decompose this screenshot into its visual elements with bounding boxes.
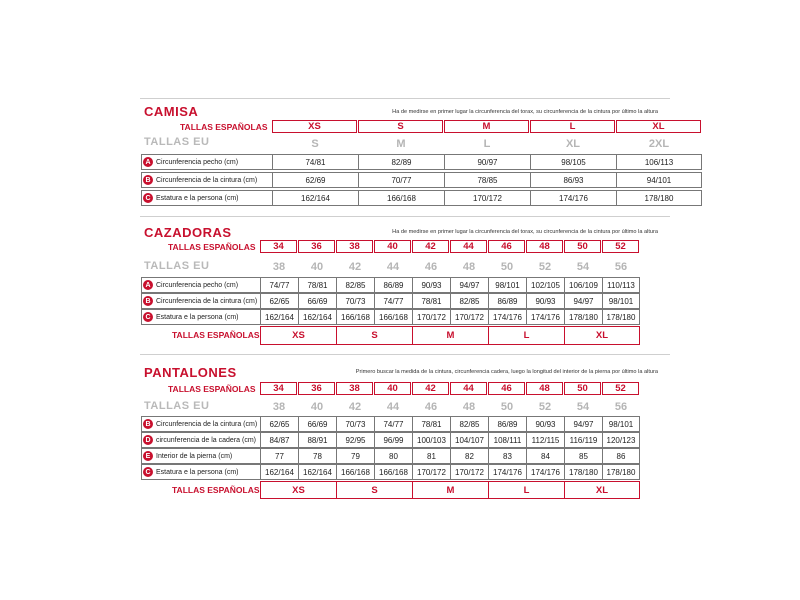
pantalones-value: 166/168 xyxy=(336,464,374,480)
cazadoras-bottom-size: S xyxy=(336,326,412,345)
pantalones-value: 78/81 xyxy=(412,416,450,432)
cazadoras-eu-size-row xyxy=(260,260,640,274)
badge-b: B xyxy=(143,419,153,429)
cazadoras-value: 90/93 xyxy=(412,277,450,293)
camisa-es-size-row xyxy=(272,120,702,133)
measure-label: Circunferencia pecho (cm) xyxy=(156,158,239,166)
measure-label: Estatura e la persona (cm) xyxy=(156,194,239,202)
pantalones-value: 170/172 xyxy=(450,464,488,480)
pantalones-eu-size: 46 xyxy=(424,401,438,413)
cazadoras-note: Ha de medirse en primer lugar la circunferencia del torax, su circunferencia de la cintura por último la altura xyxy=(392,229,658,235)
camisa-measure-row xyxy=(141,190,702,206)
cazadoras-bottom-size: L xyxy=(488,326,564,345)
pantalones-value: 120/123 xyxy=(602,432,640,448)
cazadoras-measure-row xyxy=(141,277,640,293)
camisa-value: 74/81 xyxy=(272,154,358,170)
measure-label: Estatura e la persona (cm) xyxy=(156,468,239,476)
pantalones-value: 116/119 xyxy=(564,432,602,448)
pantalones-eu-size: 50 xyxy=(500,401,514,413)
cazadoras-value: 78/81 xyxy=(412,293,450,309)
cazadoras-es-size: 46 xyxy=(488,240,525,253)
cazadoras-value: 98/101 xyxy=(602,293,640,309)
pantalones-value: 80 xyxy=(374,448,412,464)
pantalones-title: PANTALONES xyxy=(144,365,237,380)
measure-label: Circunferencia pecho (cm) xyxy=(156,281,239,289)
pantalones-value: 81 xyxy=(412,448,450,464)
cazadoras-bottom-size-row xyxy=(260,326,640,345)
camisa-eu-size: S xyxy=(311,138,319,150)
pantalones-value: 66/69 xyxy=(298,416,336,432)
cazadoras-value: 162/164 xyxy=(260,309,298,325)
pantalones-eu-size: 52 xyxy=(538,401,552,413)
cazadoras-value: 78/81 xyxy=(298,277,336,293)
cazadoras-value: 166/168 xyxy=(336,309,374,325)
cazadoras-value: 178/180 xyxy=(602,309,640,325)
pantalones-eu-size: 44 xyxy=(386,401,400,413)
cazadoras-bottom-size: XL xyxy=(564,326,640,345)
cazadoras-eu-size: 48 xyxy=(462,261,476,273)
cazadoras-tallas-eu-label: TALLAS EU xyxy=(144,260,210,272)
pantalones-measure-row xyxy=(141,432,640,448)
cazadoras-eu-size: 46 xyxy=(424,261,438,273)
cazadoras-section xyxy=(140,220,670,350)
pantalones-es-size: 52 xyxy=(602,382,639,395)
cazadoras-bottom-size: M xyxy=(412,326,488,345)
pantalones-note: Primero buscar la medida de la cintura, circunferencia cadera, luego la longitud del interior de la pierna por último la altura xyxy=(355,369,658,375)
measure-label: Circunferencia de la cintura (cm) xyxy=(156,176,258,184)
cazadoras-es-size-row xyxy=(260,240,640,253)
cazadoras-es-size: 38 xyxy=(336,240,373,253)
measure-label: circunferencia de la cadera (cm) xyxy=(156,436,256,444)
pantalones-value: 78 xyxy=(298,448,336,464)
measure-label: Circunferencia de la cintura (cm) xyxy=(156,420,258,428)
camisa-value: 86/93 xyxy=(530,172,616,188)
pantalones-value: 74/77 xyxy=(374,416,412,432)
pantalones-es-size: 44 xyxy=(450,382,487,395)
pantalones-eu-size: 56 xyxy=(614,401,628,413)
camisa-measure-row xyxy=(141,172,702,188)
camisa-eu-size: M xyxy=(396,138,406,150)
pantalones-measure-row xyxy=(141,464,640,480)
cazadoras-eu-size: 42 xyxy=(348,261,362,273)
cazadoras-value: 82/85 xyxy=(450,293,488,309)
cazadoras-es-size: 40 xyxy=(374,240,411,253)
pantalones-bottom-size-row xyxy=(260,481,640,499)
cazadoras-es-size: 48 xyxy=(526,240,563,253)
badge-b: B xyxy=(143,175,153,185)
camisa-eu-size: 2XL xyxy=(648,138,670,150)
pantalones-eu-size: 38 xyxy=(272,401,286,413)
cazadoras-es-size: 34 xyxy=(260,240,297,253)
camisa-section xyxy=(140,100,674,212)
cazadoras-value: 74/77 xyxy=(260,277,298,293)
pantalones-value: 100/103 xyxy=(412,432,450,448)
camisa-eu-size: L xyxy=(483,138,491,150)
pantalones-value: 174/176 xyxy=(488,464,526,480)
camisa-value: 94/101 xyxy=(616,172,702,188)
cazadoras-value: 94/97 xyxy=(564,293,602,309)
cazadoras-value: 170/172 xyxy=(450,309,488,325)
pantalones-value: 174/176 xyxy=(526,464,564,480)
badge-c: C xyxy=(143,193,153,203)
cazadoras-value: 166/168 xyxy=(374,309,412,325)
pantalones-es-size: 38 xyxy=(336,382,373,395)
pantalones-value: 98/101 xyxy=(602,416,640,432)
pantalones-es-size: 34 xyxy=(260,382,297,395)
cazadoras-value: 170/172 xyxy=(412,309,450,325)
cazadoras-eu-size: 44 xyxy=(386,261,400,273)
camisa-value: 174/176 xyxy=(530,190,616,206)
pantalones-es-size: 48 xyxy=(526,382,563,395)
pantalones-value: 82/85 xyxy=(450,416,488,432)
camisa-value: 162/164 xyxy=(272,190,358,206)
pantalones-bottom-size: XL xyxy=(564,481,640,499)
pantalones-es-size: 46 xyxy=(488,382,525,395)
camisa-title: CAMISA xyxy=(144,104,199,119)
cazadoras-value: 86/89 xyxy=(488,293,526,309)
cazadoras-measure-row xyxy=(141,293,640,309)
pantalones-value: 166/168 xyxy=(374,464,412,480)
pantalones-eu-size: 42 xyxy=(348,401,362,413)
pantalones-measure-row xyxy=(141,416,640,432)
camisa-tallas-eu-label: TALLAS EU xyxy=(144,136,210,148)
cazadoras-value: 174/176 xyxy=(488,309,526,325)
cazadoras-es-size: 36 xyxy=(298,240,335,253)
pantalones-eu-size: 48 xyxy=(462,401,476,413)
pantalones-section xyxy=(140,360,670,500)
cazadoras-eu-size: 56 xyxy=(614,261,628,273)
camisa-measure-row xyxy=(141,154,702,170)
cazadoras-value: 82/85 xyxy=(336,277,374,293)
pantalones-value: 162/164 xyxy=(260,464,298,480)
camisa-value: 62/69 xyxy=(272,172,358,188)
pantalones-value: 79 xyxy=(336,448,374,464)
camisa-es-size: M xyxy=(444,120,529,133)
pantalones-value: 108/111 xyxy=(488,432,526,448)
cazadoras-title: CAZADORAS xyxy=(144,225,232,240)
camisa-es-size: S xyxy=(358,120,443,133)
cazadoras-value: 162/164 xyxy=(298,309,336,325)
cazadoras-value: 70/73 xyxy=(336,293,374,309)
badge-c: C xyxy=(143,312,153,322)
camisa-note: Ha de medirse en primer lugar la circunferencia del torax, su circunferencia de la cintura por último la altura xyxy=(392,109,658,115)
pantalones-es-size-row xyxy=(260,382,640,395)
divider-camisa-cazadoras xyxy=(140,216,670,217)
camisa-value: 98/105 xyxy=(530,154,616,170)
cazadoras-bottom-tallas-label: TALLAS ESPAÑOLAS xyxy=(172,330,260,340)
pantalones-value: 83 xyxy=(488,448,526,464)
cazadoras-value: 110/113 xyxy=(602,277,640,293)
cazadoras-value: 66/69 xyxy=(298,293,336,309)
pantalones-bottom-size: M xyxy=(412,481,488,499)
camisa-es-size: XL xyxy=(616,120,701,133)
camisa-es-size: XS xyxy=(272,120,357,133)
cazadoras-value: 62/65 xyxy=(260,293,298,309)
cazadoras-value: 98/101 xyxy=(488,277,526,293)
pantalones-value: 178/180 xyxy=(602,464,640,480)
pantalones-value: 94/97 xyxy=(564,416,602,432)
cazadoras-bottom-size: XS xyxy=(260,326,336,345)
pantalones-bottom-tallas-label: TALLAS ESPAÑOLAS xyxy=(172,485,260,495)
camisa-value: 166/168 xyxy=(358,190,444,206)
cazadoras-value: 102/105 xyxy=(526,277,564,293)
cazadoras-value: 90/93 xyxy=(526,293,564,309)
cazadoras-eu-size: 38 xyxy=(272,261,286,273)
measure-label: Interior de la pierna (cm) xyxy=(156,452,233,460)
pantalones-value: 82 xyxy=(450,448,488,464)
pantalones-value: 162/164 xyxy=(298,464,336,480)
cazadoras-tallas-es-label: TALLAS ESPAÑOLAS xyxy=(168,242,256,252)
cazadoras-eu-size: 50 xyxy=(500,261,514,273)
pantalones-eu-size: 40 xyxy=(310,401,324,413)
cazadoras-value: 106/109 xyxy=(564,277,602,293)
cazadoras-value: 174/176 xyxy=(526,309,564,325)
cazadoras-value: 178/180 xyxy=(564,309,602,325)
pantalones-bottom-size: XS xyxy=(260,481,336,499)
pantalones-value: 96/99 xyxy=(374,432,412,448)
pantalones-value: 70/73 xyxy=(336,416,374,432)
pantalones-value: 104/107 xyxy=(450,432,488,448)
camisa-tallas-es-label: TALLAS ESPAÑOLAS xyxy=(180,122,268,132)
pantalones-value: 112/115 xyxy=(526,432,564,448)
divider-cazadoras-pantalones xyxy=(140,354,670,355)
cazadoras-value: 94/97 xyxy=(450,277,488,293)
camisa-value: 82/89 xyxy=(358,154,444,170)
camisa-value: 170/172 xyxy=(444,190,530,206)
camisa-eu-size-row xyxy=(272,137,702,151)
measure-label: Estatura e la persona (cm) xyxy=(156,313,239,321)
pantalones-value: 178/180 xyxy=(564,464,602,480)
camisa-value: 70/77 xyxy=(358,172,444,188)
cazadoras-es-size: 52 xyxy=(602,240,639,253)
pantalones-eu-size: 54 xyxy=(576,401,590,413)
pantalones-tallas-es-label: TALLAS ESPAÑOLAS xyxy=(168,384,256,394)
pantalones-bottom-size: L xyxy=(488,481,564,499)
badge-a: A xyxy=(143,157,153,167)
badge-b: B xyxy=(143,296,153,306)
badge-a: A xyxy=(143,280,153,290)
pantalones-es-size: 36 xyxy=(298,382,335,395)
cazadoras-es-size: 50 xyxy=(564,240,601,253)
cazadoras-measure-row xyxy=(141,309,640,325)
pantalones-value: 62/65 xyxy=(260,416,298,432)
cazadoras-value: 86/89 xyxy=(374,277,412,293)
pantalones-value: 86/89 xyxy=(488,416,526,432)
pantalones-value: 86 xyxy=(602,448,640,464)
pantalones-bottom-size: S xyxy=(336,481,412,499)
pantalones-value: 84 xyxy=(526,448,564,464)
pantalones-es-size: 40 xyxy=(374,382,411,395)
pantalones-es-size: 50 xyxy=(564,382,601,395)
camisa-es-size: L xyxy=(530,120,615,133)
pantalones-value: 90/93 xyxy=(526,416,564,432)
pantalones-value: 170/172 xyxy=(412,464,450,480)
cazadoras-es-size: 44 xyxy=(450,240,487,253)
camisa-value: 90/97 xyxy=(444,154,530,170)
badge-d: D xyxy=(143,435,153,445)
pantalones-value: 92/95 xyxy=(336,432,374,448)
pantalones-value: 84/87 xyxy=(260,432,298,448)
camisa-value: 106/113 xyxy=(616,154,702,170)
camisa-value: 78/85 xyxy=(444,172,530,188)
cazadoras-value: 74/77 xyxy=(374,293,412,309)
pantalones-value: 85 xyxy=(564,448,602,464)
cazadoras-eu-size: 40 xyxy=(310,261,324,273)
top-divider xyxy=(140,98,670,99)
cazadoras-es-size: 42 xyxy=(412,240,449,253)
camisa-eu-size: XL xyxy=(565,138,581,150)
pantalones-measure-row xyxy=(141,448,640,464)
pantalones-value: 77 xyxy=(260,448,298,464)
camisa-value: 178/180 xyxy=(616,190,702,206)
cazadoras-eu-size: 52 xyxy=(538,261,552,273)
pantalones-es-size: 42 xyxy=(412,382,449,395)
badge-e: E xyxy=(143,451,153,461)
badge-c: C xyxy=(143,467,153,477)
pantalones-eu-size-row xyxy=(260,400,640,414)
cazadoras-eu-size: 54 xyxy=(576,261,590,273)
measure-label: Circunferencia de la cintura (cm) xyxy=(156,297,258,305)
pantalones-tallas-eu-label: TALLAS EU xyxy=(144,400,210,412)
pantalones-value: 88/91 xyxy=(298,432,336,448)
